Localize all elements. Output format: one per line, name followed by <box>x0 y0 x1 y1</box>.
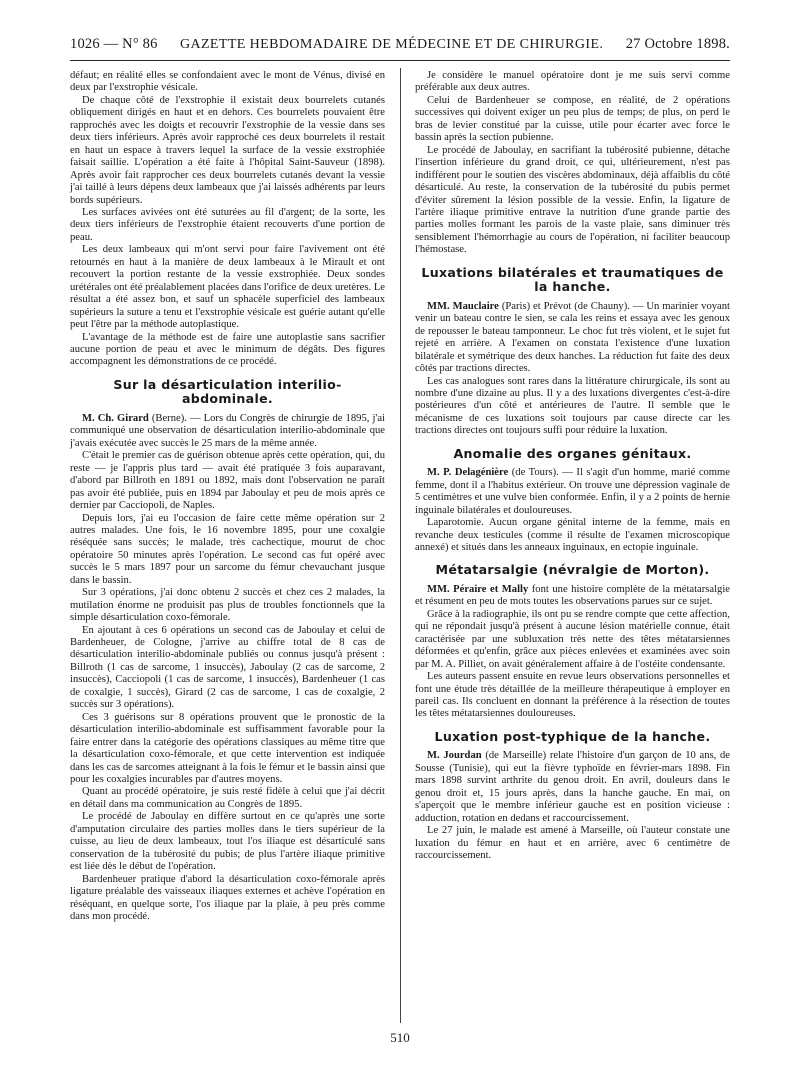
issue-date: 27 Octobre 1898. <box>625 36 730 52</box>
paragraph-text: (de Marseille) relate l'histoire d'un garçon de 10 ans, de Sousse (Tunisie), qui eut la fièvre typhoïde en février-mars 1898. Fin mars 1898 survint arthrite du genou droit. En avril, douleurs dans le genou droit et, 15 jours après, dans la hanche gauche. En mai, on s'aperçoit que le membre inférieur gauche est en position vicieuse : adduction, rotation en dedans et raccourcissement. <box>415 750 730 824</box>
left-column <box>70 70 385 923</box>
paragraph: Bardenheuer pratique d'abord la désarticulation coxo-fémorale après ligature préalable des vaisseaux iliaques externes et achève l'opération en réséquant, en quelque sorte, l'os iliaque par la plaie, à peu près comme dans mon procédé. <box>70 873 385 922</box>
paragraph: Le procédé de Jaboulay en diffère surtout en ce qu'après une sorte d'amputation circulaire des parties molles dans le tiers supérieur de la cuisse, au lieu de deux lambeaux, tout l'os iliaque est désarticulé sans conservation de la tubérosité du pubis; de plus l'artère iliaque primitive est liée dès le début de l'opération. <box>70 811 385 873</box>
paragraph: Je considère le manuel opératoire dont je me suis servi comme préférable aux deux autres. <box>415 70 730 94</box>
section-heading: Anomalie des organes génitaux. <box>453 445 692 461</box>
paragraph <box>415 584 730 609</box>
paragraph-text: (Paris) et Prévot (de Chauny). — Un marinier voyant venir un bateau contre le sien, se cala les reins et essaya avec les genoux de repousser le bateau tamponneur. Le choc fut très violent, et le sujet fut rejeté en arrière. A l'examen on constata l'existence d'une luxation bilatérale et symétrique des deux hanches. La réduction fut faite des deux côtés par tractions directes. <box>415 300 730 375</box>
paragraph: Ces 3 guérisons sur 8 opérations prouvent que le pronostic de la désarticulation interilio-abdominale est suffisamment favorable pour la faire entrer dans la catégorie des opérations classiques au même titre que la désarticulation coxo-fémorale, et que cette intervention est indiquée dans les cas de sarcomes atteignant à la fois le fémur et le bassin ainsi que pour les coxalgies incurables par d'autres moyens. <box>70 711 385 786</box>
paragraph: Le procédé de Jaboulay, en sacrifiant la tubérosité pubienne, détache l'insertion inférieure du grand droit, ce qui, ultérieurement, n'est pas indifférent pour le soutien des viscères abdominaux, déjà affaiblis du côté désarticulé. Au reste, la conservation de la tubérosité du pubis permet d'éviter sûrement la lésion possible de la vessie. Enfin, la ligature de l'artère iliaque primitive entrave la nutrition d'une grande partie des parties molles formant les parois de la vaste plaie, sans diminuer très sensiblement l'hémorrhagie au cours de l'opération, ni faciliter beaucoup l'hémostase. <box>415 144 730 256</box>
paragraph: Les deux lambeaux qui m'ont servi pour faire l'avivement ont été retournés en haut à la manière de deux lambeaux à le Mirault et ont recouvert la portion restante de la vessie exstrophiée. Deux sondes urétérales ont été préalablement placées dans l'orifice de deux uretères. Le résultat a été assez bon, et sauf un sphacèle superficiel des lambeaux supérieurs la suture a tenu et l'exstrophie vésicale est guérie autant qu'elle peut l'être par la méthode autoplastique. <box>70 244 385 331</box>
paragraph <box>415 467 730 517</box>
paragraph <box>415 301 730 376</box>
paragraph: Le 27 juin, le malade est amené à Marseille, où l'auteur constate une luxation du fémur en haut et en arrière, avec 6 centimètre de raccourcissement. <box>415 825 730 862</box>
paragraph-text: (de Tours). — Il s'agit d'un homme, marié comme femme, dont il a l'habitus extérieur. On trouve une dépression vaginale de 5 centimètres et une vulve bien conformée. Enfin, il y a 2 points de hernie inguinale bilatérales et douloureuses. <box>415 467 730 516</box>
paragraph-text: font une histoire complète de la métatarsalgie et résument en peu de mots toutes les observations parues sur ce sujet. <box>415 583 730 608</box>
author-name: MM. Péraire et Mally <box>427 583 529 595</box>
paragraph: Grâce à la radiographie, ils ont pu se rendre compte que cette affection, qui ne répondait jusqu'à présent à aucune lésion matérielle connue, était caractérisée par une subluxation très nette des têtes métatarsiennes déformées et qu'enfin, grâce aux pièces enlevées et examinées avec soin par M. A. Pilliet, on avait généralement affaire à de l'ostéite condensante. <box>415 608 730 670</box>
section-heading: Métatarsalgie (névralgie de Morton). <box>435 562 710 578</box>
paragraph <box>415 750 730 825</box>
paragraph: L'avantage de la méthode est de faire une autoplastie sans sacrifier aucune portion de peau et avec le minimum de dégâts. Des figures accompagnent les démonstrations de ce procédé. <box>70 331 385 368</box>
page-issue: 1026 — N° 86 <box>70 36 158 52</box>
author-name: M. Jourdan <box>427 750 482 762</box>
paragraph: Depuis lors, j'ai eu l'occasion de faire cette même opération sur 2 autres malades. Une fois, le 16 novembre 1895, pour une coxalgie réséquée sans succès; le malade, très cachectique, mourut de choc opératoire 50 minutes après l'opération. Le second cas fut opéré avec succès le 5 mars 1897 pour un sarcome du fémur chevauchant jusque dans le bassin. <box>70 512 385 586</box>
paragraph: Quant au procédé opératoire, je suis resté fidèle à celui que j'ai décrit en détail dans ma communication au Congrès de 1895. <box>70 786 385 810</box>
paragraph: Les surfaces avivées ont été suturées au fil d'argent; de la sorte, les deux tiers inférieurs de l'exstrophie étaient recouverts d'une portion de peau. <box>70 206 385 243</box>
paragraph: De chaque côté de l'exstrophie il existait deux bourrelets cutanés obliquement dirigés en haut et en dehors. Ces bourrelets pouvaient être rapprochés avec les doigts et recouvrir l'exstrophie de la vessie dans ses deux tiers inférieurs. Après avoir rapproché ces deux bourrelets il restait en haut un espace à travers lequel la surface de la vessie exstrophiée faisait saillie. L'opération a été faite à l'hôpital Saint-Sauveur (1898). Après avoir fait rapprocher ces deux bourrelets cutanés devant la vessie j'ai taillé à leurs dépens deux lambeaux que j'ai laissés adhérents par leurs bords supérieurs. <box>70 94 385 206</box>
section-heading: Luxation post-typhique de la hanche. <box>434 728 711 744</box>
paragraph: défaut; en réalité elles se confondaient avec le mont de Vénus, divisé en deux par l'exstrophie vésicale. <box>70 70 385 94</box>
section-heading: Sur la désarticulation interilio-abdominale. <box>113 376 342 407</box>
paragraph: Sur 3 opérations, j'ai donc obtenu 2 succès et chez ces 2 malades, la mutilation énorme ne produisit pas plus de troubles fonctionnels que la simple désarticulation coxo-fémorale. <box>70 587 385 624</box>
column-divider <box>400 68 401 1023</box>
section-heading: Luxations bilatérales et traumatiques de la hanche. <box>421 264 724 295</box>
paragraph: En ajoutant à ces 6 opérations un second cas de Jaboulay et celui de Bardenheuer, de Cologne, j'arrive au chiffre total de 8 cas de désarticulation interilio-abdominale publiés ou connus jusqu'à présent : Billroth (1 cas de sarcome, 1 insuccès), Jaboulay (2 cas de sarcome, 2 insuccès), Cacciopoli (1 cas de sarcome, 1 insuccès), Bardenheuer (1 cas de coxalgie, 1 succès), Girard (2 cas de sarcome, 1 cas de coxalgie, 2 succès sur 3 opérations). <box>70 624 385 711</box>
paragraph-text: (Berne). — Lors du Congrès de chirurgie de 1895, j'ai communiqué une observation de désarticulation interilio-abdominale que j'avais exécutée avec succès le 25 mars de la même année. <box>70 412 385 449</box>
author-name: MM. Mauclaire <box>427 300 499 312</box>
running-header <box>70 36 730 58</box>
journal-title: GAZETTE HEBDOMADAIRE DE MÉDECINE ET DE CHIRURGIE. <box>179 37 604 52</box>
page-number: 510 <box>390 1030 410 1045</box>
paragraph <box>70 413 385 450</box>
author-name: M. P. Delagénière <box>427 467 509 479</box>
paragraph: Les cas analogues sont rares dans la littérature chirurgicale, ils sont au nombre d'une dizaine au plus. Il y a des luxations divergentes c'est-à-dire postérieures d'un côté et antérieures de l'autre. Il semble que le mécanisme de ces luxations soit toujours par cause directe car les tractions directes ont toujours suffi pour réduire la luxation. <box>415 375 730 437</box>
paragraph: Celui de Bardenheuer se compose, en réalité, de 2 opérations successives qui doivent exiger un peu plus de temps; de plus, on perd le bras de levier constitué par la cuisse, utile pour écarter avec force le bassin après la section pubienne. <box>415 94 730 144</box>
author-name: M. Ch. Girard <box>82 412 149 424</box>
paragraph: Laparotomie. Aucun organe génital interne de la femme, mais en revanche deux testicules (comme il résulte de l'examen microscopique annexé) et situés dans les anneaux inguinaux, en ectopie inguinale. <box>415 517 730 553</box>
paragraph: C'était le premier cas de guérison obtenue après cette opération, qui, du reste — je l'appris plus tard — avait été pratiquée 3 fois auparavant, d'abord par Billroth en 1891 ou 1892, mais dont l'observation ne paraît pas avoir été publiée, puis en 1894 par Jaboulay et peu de mois après ce dernier par Cacciopoli, de Naples. <box>70 450 385 512</box>
right-column <box>415 70 730 863</box>
header-rule <box>70 60 730 61</box>
paragraph: Les auteurs passent ensuite en revue leurs observations personnelles et font une étude très détaillée de la meilleure thérapeutique à employer en pareil cas. Ils concluent en donnant la préférence à la résection de toutes les têtes métatarsiennes douloureuses. <box>415 671 730 720</box>
